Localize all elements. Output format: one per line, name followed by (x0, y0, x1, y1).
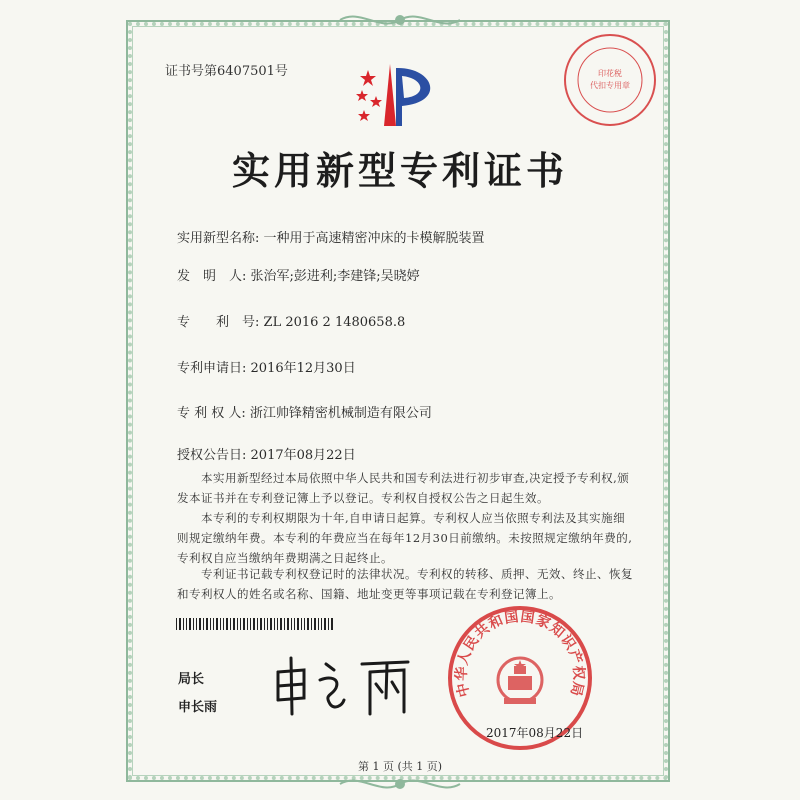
grant-date-value: 2017年08月22日 (250, 448, 356, 463)
svg-text:印花税: 印花税 (598, 69, 622, 78)
inventor-row (177, 265, 420, 284)
signatory-title: 局长 (178, 672, 205, 687)
patent-no-label: 专 利 号: (177, 315, 260, 330)
grant-date-label: 授权公告日: (177, 448, 247, 463)
patent-no-row (177, 311, 405, 330)
name-value: 一种用于高速精密冲床的卡模解脱装置 (263, 231, 485, 246)
filing-date-label: 专利申请日: (177, 361, 247, 376)
filing-date-row (177, 357, 356, 376)
page-title: 实用新型专利证书 (231, 149, 568, 193)
grant-date-row (177, 444, 356, 463)
tax-stamp-icon (560, 30, 660, 130)
seal-text: 中华人民共和国国家知识产权局 (453, 609, 587, 699)
name-label: 实用新型名称: (177, 231, 260, 246)
name-row (177, 227, 485, 246)
patentee-row (177, 402, 432, 421)
seal-date: 2017年08月22日 (486, 726, 584, 740)
paragraph-3: 专利证书记载专利权登记时的法律状况。专利权的转移、质押、无效、终止、恢复和专利权人的姓名或名称、国籍、地址变更等事项记载在专利登记簿上。 (177, 567, 633, 601)
top-ornament-icon (330, 8, 470, 32)
page-footer: 第 1 页 (共 1 页) (357, 760, 443, 773)
paragraph-1: 本实用新型经过本局依照中华人民共和国专利法进行初步审查,决定授予专利权,颁发本证书并在专利登记簿上予以登记。专利权自授权公告之日起生效。 (177, 471, 630, 505)
filing-date-value: 2016年12月30日 (250, 361, 356, 376)
patentee-label: 专 利 权 人: (177, 406, 246, 421)
paragraph-2: 本专利的专利权期限为十年,自申请日起算。专利权人应当依照专利法及其实施细则规定缴纳年费。本专利的年费应当在每年12月30日前缴纳。未按照规定缴纳年费的,专利权自应当缴纳年费期满之日起终止。 (177, 511, 633, 565)
signatory-name: 申长雨 (178, 700, 218, 715)
svg-text:代扣专用章: 代扣专用章 (590, 81, 630, 90)
barcode-icon (176, 618, 334, 630)
certificate-number: 证书号第6407501号 (165, 64, 288, 79)
patentee-value: 浙江帅锋精密机械制造有限公司 (249, 406, 432, 421)
handwritten-signature-icon (270, 650, 420, 720)
patent-no-value: ZL 2016 2 1480658.8 (263, 315, 406, 330)
bottom-ornament-icon (330, 772, 470, 796)
patent-office-logo-icon (354, 62, 450, 132)
inventor-value: 张治军;彭进利;李建锋;吴晓婷 (250, 269, 420, 284)
inventor-label: 发 明 人: (177, 269, 247, 284)
